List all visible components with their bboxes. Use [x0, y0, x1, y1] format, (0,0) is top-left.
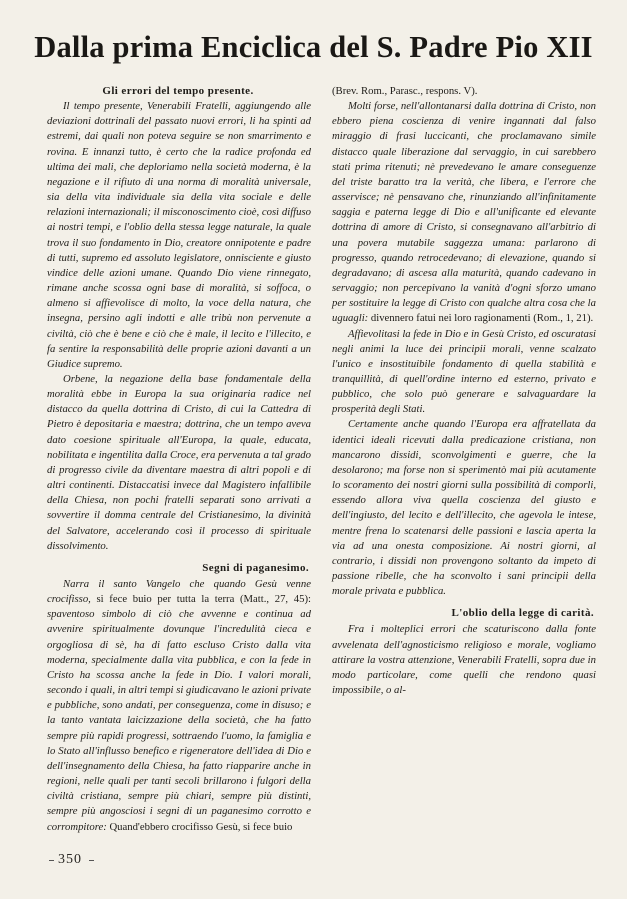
paragraph: Fra i molteplici errori che scaturiscono dalla fonte avvelenata dell'agnosticismo religioso e morale, vogliamo attirare la vostra attenzione, Venerabili Fratelli, sopra due in modo particolare, come quelli che rendono quasi impossibile, o al-	[332, 623, 596, 697]
page-number: 350	[58, 852, 82, 867]
paragraph	[332, 99, 596, 326]
section-heading-paganesimo: Segni di paganesimo.	[202, 561, 309, 574]
paragraph: Il tempo presente, Venerabili Fratelli, aggiungendo alle deviazioni dottrinali del passato nuovi errori, li ha spinti ad estremi, dai quali non poteva seguire se non smarrimento e rovina. E innanzi tutto, è certo che la radice profonda ed ultima dei mali, che deploriamo nella società moderna, è la negazione e il rifiuto di una norma di moralità universale, sia della vita individuale sia della vita sociale e delle relazioni internazionali; il misconoscimento cioè, così diffuso ai nostri tempi, e l'oblio della stessa legge naturale, la quale trova il suo fondamento in Dio, creatore onnipotente e padre di tutti, supremo ed assoluto legislatore, onnisciente e giusto vindice delle azioni umane. Quando Dio viene rinnegato, rimane anche scossa ogni base di moralità, si soffoca, o almeno si affievolisce di molto, la voce della natura, che insegna, persino agli indotti e alle tribù non pervenute a civiltà, ciò che è bene e ciò che è male, il lecito e l'illecito, e fa sentire la responsabilità delle proprie azioni davanti a un Giudice supremo.	[47, 100, 311, 370]
text-span: spaventoso simbolo di ciò che avvenne e continua ad avvenire spiritualmente dovunque l'incredulità cieca e orgogliosa di sè, ha di fatto escluso Cristo dalla vita moderna, specialmente dalla vita pubblica, e con la fede in Cristo ha scossa anche la fede in Dio. I valori morali, secondo i quali, in altri tempi si giudicavano le azioni private e pubbliche, sono andati, per conseguenza, come in disuso; e la tanto vantata laicizzazione della società, che ha fatto sempre più rapidi progressi, sottraendo l'uomo, la famiglia e lo Stato all'influsso benefico e rigeneratore dell'idea di Dio e dell'insegnamento della Chiesa, ha fatto riapparire anche in regioni, nelle quali per tanti secoli brillarono i fulgori della civiltà cristiana, sempre più chiari, sempre più distinti, sempre più angosciosi i segni di un paganesimo corrotto e corrompitore:	[47, 608, 311, 833]
paragraph	[332, 84, 596, 99]
text-span: Quand'ebbero crocifisso Gesù, si fece buio	[109, 820, 293, 833]
text-span: Molti forse, nell'allontanarsi dalla dottrina di Cristo, non ebbero piena coscienza di venire ingannati dal falso miraggio di frasi luccicanti, che proclamavano simile distacco quale liberazione dal servaggio, in cui sarebbero stati prima ritenuti; nè prevedevano le amare conseguenze del triste baratto tra la verità, che libera, e l'errore che asservisce; nè pensavano che, rinunziando all'infinitamente saggia e paterna legge di Dio e all'unificante ed elevante dottrina di amore di Cristo, si consegnavano all'arbitrio di una povera mutabile saggezza umana: parlarono di progresso, quando retrocedevano; di elevazione, quando si degradavano; di ascesa alla maturità, quando cadevano in servaggio; non percepivano la vanità d'ogni sforzo umano per sostituire la legge di Cristo con qualche altra cosa che la uguagli:	[332, 100, 596, 325]
left-column	[47, 84, 311, 835]
section-heading-errori: Gli errori del tempo presente.	[102, 85, 254, 97]
text-span: si fece buio per tutta la terra (Matt., 27, 45):	[96, 593, 311, 606]
paragraph: Orbene, la negazione della base fondamentale della moralità ebbe in Europa la sua originaria radice nel distacco da quella dottrina di Cristo, di cui la Cattedra di Pietro è depositaria e maestra; dottrina, che un tempo aveva dato coesione spirituale all'Europa, la quale, educata, nobilitata e ingentilita dalla Croce, era pervenuta a tal grado di progresso civile da diventare maestra di altri popoli e di altri continenti. Distaccatisi invece dal Magistero infallibile della Chiesa, non pochi fratelli separati sono arrivati a sovvertire il domma centrale del Cristianesimo, la divinità del Salvatore, accelerando così il processo di spirituale dissolvimento.	[47, 372, 311, 552]
paragraph: Affievolitasi la fede in Dio e in Gesù Cristo, ed oscuratasi negli animi la luce dei principii morali, venne scalzato l'unico e insostituibile fondamento di quella stabilità e tranquillità, di quell'ordine interno ed esterno, privato e pubblico, che solo può generare e salvaguardare la prosperità degli Stati.	[332, 327, 596, 416]
right-column	[332, 84, 596, 698]
quote-span: divennero fatui nei loro ragionamenti (Rom., 1, 21).	[370, 312, 594, 325]
text-span: (Brev. Rom., Parasc., respons. V).	[332, 85, 478, 97]
paragraph	[47, 577, 311, 835]
text-span: Narra il santo Vangelo che quando Gesù venne crocifisso,	[47, 578, 311, 606]
section-heading-carita: L'oblio della legge di carità.	[451, 607, 594, 620]
article-title: Dalla prima Enciclica del S. Padre Pio XII	[34, 30, 593, 64]
paragraph: Certamente anche quando l'Europa era affratellata da identici ideali ricevuti dalla predicazione cristiana, non mancarono dissidi, sconvolgimenti e guerre, che la desolarono; ma forse non si sperimentò mai più acutamente lo scoramento dei nostri giorni sulla possibilità di comporli, essendo allora viva quella coscienza del giusto e dell'ingiusto, del lecito e dell'illecito, che agevola le intese, mentre frena lo scatenarsi delle passioni e lascia aperta la via ad una onesta composizione. Ai nostri giorni, al contrario, i dissidi non provengono soltanto da impeto di passione ribelle, che ha sconvolto i sani principii della morale privata e pubblica.	[332, 418, 596, 598]
